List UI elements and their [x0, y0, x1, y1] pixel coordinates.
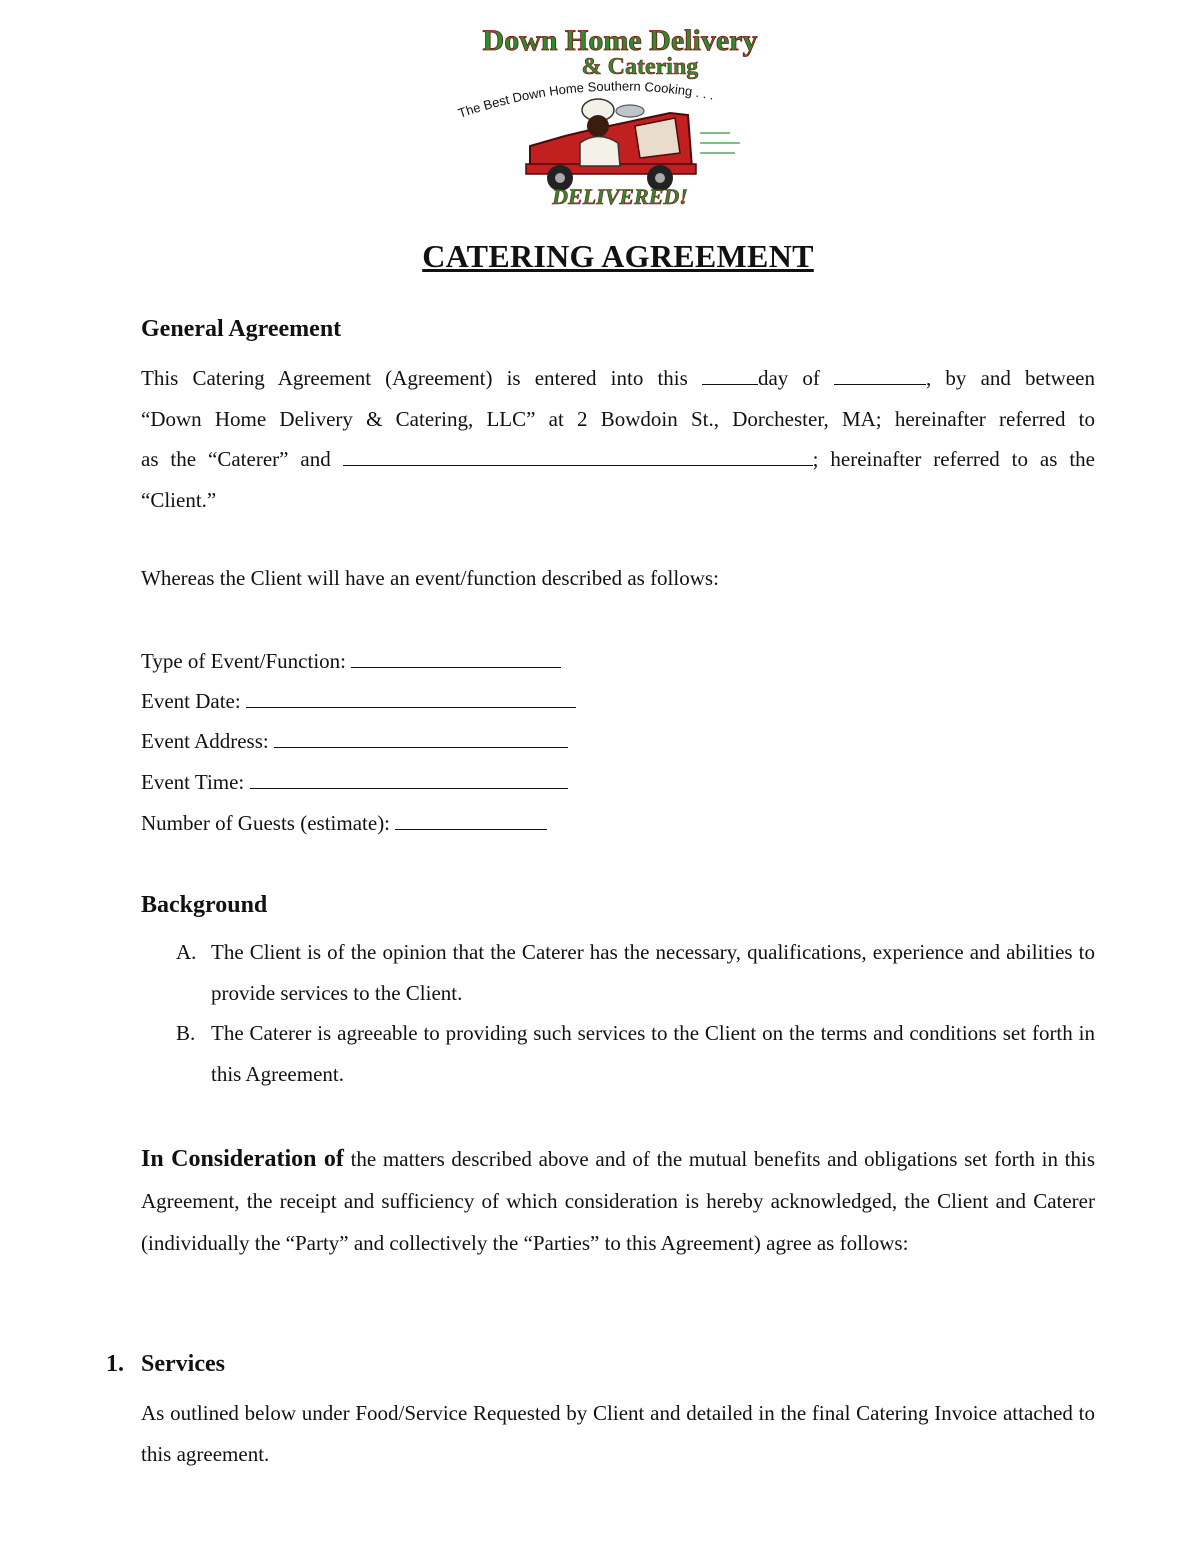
field-event-address-blank: [274, 729, 568, 748]
list-item: [176, 1013, 1095, 1094]
general-agreement-heading: General Agreement: [141, 316, 342, 342]
list-marker: A.: [176, 940, 197, 964]
logo-footer: DELIVERED!: [552, 184, 688, 209]
field-event-type-label: Type of Event/Function:: [141, 649, 346, 673]
para-text-5: as the “Caterer” and: [141, 447, 331, 471]
background-heading: Background: [141, 892, 268, 918]
field-event-time-blank: [250, 770, 568, 789]
consideration-text: the matters described above and of the mutual benefits and obligations set forth in this Agreement, the receipt and sufficiency of which consideration is hereby acknowledged, the Client and Caterer (individually the “Party” and collectively the “Parties” to this Agreement) agree as follows:: [141, 1147, 1095, 1255]
logo-tagline: The Best Down Home Southern Cooking . . .: [456, 78, 716, 121]
field-event-date: [141, 689, 576, 714]
list-item-text: The Client is of the opinion that the Caterer has the necessary, qualifications, experience and abilities to provide services to the Client.: [211, 940, 1095, 1005]
para-text-6: ; hereinafter referred to as the: [812, 447, 1095, 471]
list-item-text: The Caterer is agreeable to providing such services to the Client on the terms and conditions set forth in this Agreement.: [211, 1021, 1095, 1086]
general-agreement-paragraph: [141, 358, 1095, 520]
field-event-address: [141, 729, 568, 754]
logo-line2: & Catering: [581, 54, 699, 80]
field-guests-label: Number of Guests (estimate):: [141, 811, 391, 835]
client-name-blank: [343, 447, 813, 466]
field-event-date-label: Event Date:: [141, 689, 241, 713]
month-blank: [834, 366, 926, 385]
document-title: CATERING AGREEMENT: [422, 238, 814, 274]
logo-line1: Down Home Delivery: [482, 24, 758, 57]
list-marker: B.: [176, 1021, 196, 1045]
consideration-paragraph: [141, 1138, 1095, 1264]
para-text-1: This Catering Agreement (Agreement) is entered into this: [141, 366, 688, 390]
para-text-4: “Down Home Delivery & Catering, LLC” at 2 Bowdoin St., Dorchester, MA; hereinafter referred to: [141, 406, 1095, 431]
truck-icon: [526, 99, 740, 191]
field-event-type: [141, 649, 561, 674]
para-text-2: day of: [757, 366, 820, 390]
field-event-address-label: Event Address:: [141, 729, 269, 753]
field-event-time-label: Event Time:: [141, 770, 245, 794]
day-blank: [702, 366, 758, 385]
services-title: Services: [141, 1351, 225, 1377]
services-number: 1.: [106, 1351, 124, 1377]
services-text: As outlined below under Food/Service Requested by Client and detailed in the final Catering Invoice attached to this agreement.: [141, 1401, 1095, 1466]
field-event-type-blank: [351, 649, 561, 668]
list-item: [176, 932, 1095, 1013]
field-guests-blank: [395, 811, 547, 830]
services-heading: [106, 1351, 225, 1378]
company-logo: [430, 18, 810, 218]
consideration-lead: In Consideration of: [141, 1146, 344, 1172]
para-text-7: “Client.”: [141, 487, 217, 512]
whereas-text: Whereas the Client will have an event/function described as follows:: [141, 566, 719, 590]
para-text-3: , by and between: [926, 366, 1095, 390]
field-event-time: [141, 770, 568, 795]
logo-graphic: [430, 18, 810, 218]
field-guests: [141, 811, 547, 836]
field-event-date-blank: [246, 689, 576, 708]
